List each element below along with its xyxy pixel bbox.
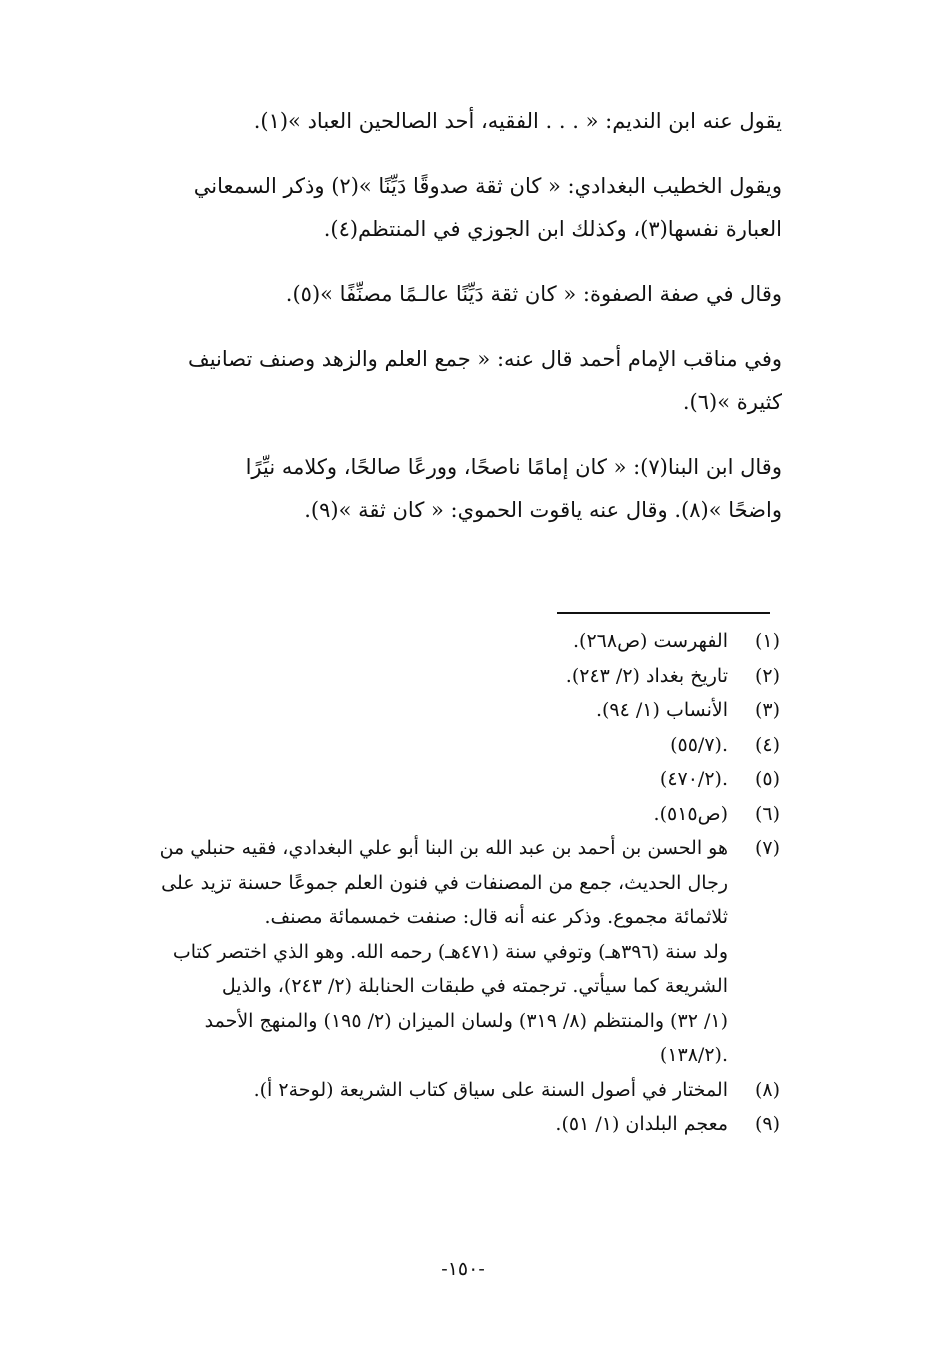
footnote-line: هو الحسن بن أحمد بن عبد الله بن البنا أبو علي البغدادي، فقيه حنبلي من xyxy=(159,837,728,859)
footnote-line: تاريخ بغداد (٢/ ٢٤٣). xyxy=(565,664,728,687)
footnote-text xyxy=(72,693,728,728)
footnote-text xyxy=(72,831,728,1073)
paragraph-line: واضحًا »(٨). وقال عنه ياقوت الحموي: « كان ثقة »(٩). xyxy=(304,498,782,522)
paragraph-line: وفي مناقب الإمام أحمد قال عنه: « جمع العلم والزهد وصنف تصانيف xyxy=(187,347,782,371)
footnote-line: المختار في أصول السنة على سياق كتاب الشريعة (لوحة٢ أ). xyxy=(253,1078,728,1101)
paragraph xyxy=(78,338,782,424)
paragraph-line: وقال ابن البنا(٧): « كان إمامًا ناصحًا، وورعًا صالحًا، وكلامه نيِّرًا xyxy=(245,455,782,479)
footnote-line: ولد سنة (٣٩٦هـ) وتوفي سنة (٤٧١هـ) رحمه الله. وهو الذي اختصر كتاب xyxy=(172,940,728,963)
footnotes xyxy=(72,624,780,1142)
footnote-text xyxy=(72,728,728,763)
footnote-number: (٨) xyxy=(754,1078,780,1101)
footnote-line: (١/ ٣٢) والمنتظم (٨/ ٣١٩) ولسان الميزان (٢/ ١٩٥) والمنهج الأحمد xyxy=(204,1009,728,1032)
footnote xyxy=(72,659,780,694)
footnote-line: (ص٥١٥). xyxy=(653,802,728,825)
paragraph xyxy=(78,273,782,316)
footnote-number: (٢) xyxy=(754,664,780,687)
footnote xyxy=(72,797,780,832)
footnote-line: .(٥٥/٧) xyxy=(670,733,728,756)
footnote xyxy=(72,1073,780,1108)
footnote-line: .(٤٧٠/٢) xyxy=(659,768,728,790)
footnote-line: معجم البلدان (١/ ٥١). xyxy=(555,1113,728,1135)
footnote-text xyxy=(72,797,728,832)
paragraph-line: العبارة نفسها(٣)، وكذلك ابن الجوزي في المنتظم(٤). xyxy=(323,217,782,241)
footnote-line: الأنساب (١/ ٩٤). xyxy=(595,699,728,721)
footnote-number: (٧) xyxy=(754,837,780,859)
footnote xyxy=(72,624,780,659)
footnote-line: .(١٣٨/٢) xyxy=(659,1044,728,1066)
paragraph-line: ويقول الخطيب البغدادي: « كان ثقة صدوقًا دَيِّنًا »(٢) وذكر السمعاني xyxy=(193,174,782,198)
paragraph-line: كثيرة »(٦). xyxy=(682,390,782,414)
footnote xyxy=(72,1107,780,1142)
footnote-line: الشريعة كما سيأتي. ترجمته في طبقات الحنابلة (٢/ ٢٤٣)، والذيل xyxy=(221,975,728,997)
footnote-text xyxy=(72,659,728,694)
paragraph xyxy=(78,100,782,143)
footnote-number: (٣) xyxy=(754,699,780,721)
footnote-text xyxy=(72,1073,728,1108)
paragraph-line: يقول عنه ابن النديم: « . . . الفقيه، أحد الصالحين العباد »(١). xyxy=(253,109,782,133)
footnote-number: (٩) xyxy=(754,1113,780,1135)
footnote-number: (٤) xyxy=(754,733,780,756)
footnote-line: رجال الحديث، جمع من المصنفات في فنون العلم جموعًا حسنة تزيد على xyxy=(161,871,728,894)
footnote xyxy=(72,728,780,763)
footnote-number: (٥) xyxy=(754,768,780,790)
footnote-line: ثلاثمائة مجموع. وذكر عنه أنه قال: صنفت خمسمائة مصنف. xyxy=(264,906,728,928)
footnote-number: (١) xyxy=(754,630,780,652)
footnote-number: (٦) xyxy=(754,802,780,825)
footnote-text xyxy=(72,1107,728,1142)
footnote xyxy=(72,762,780,797)
footnote xyxy=(72,693,780,728)
paragraph xyxy=(78,446,782,532)
page-number: -١٥٠- xyxy=(441,1258,485,1280)
footnote-text xyxy=(72,762,728,797)
footnote-text xyxy=(72,624,728,659)
footnote-separator xyxy=(557,612,770,614)
main-text xyxy=(78,100,782,554)
footnote xyxy=(72,831,780,1073)
paragraph-line: وقال في صفة الصفوة: « كان ثقة دَيِّنًا عالـمًا مصنِّفًا »(٥). xyxy=(285,282,782,306)
paragraph xyxy=(78,165,782,251)
footnote-line: الفهرست (ص٢٦٨). xyxy=(573,630,728,652)
